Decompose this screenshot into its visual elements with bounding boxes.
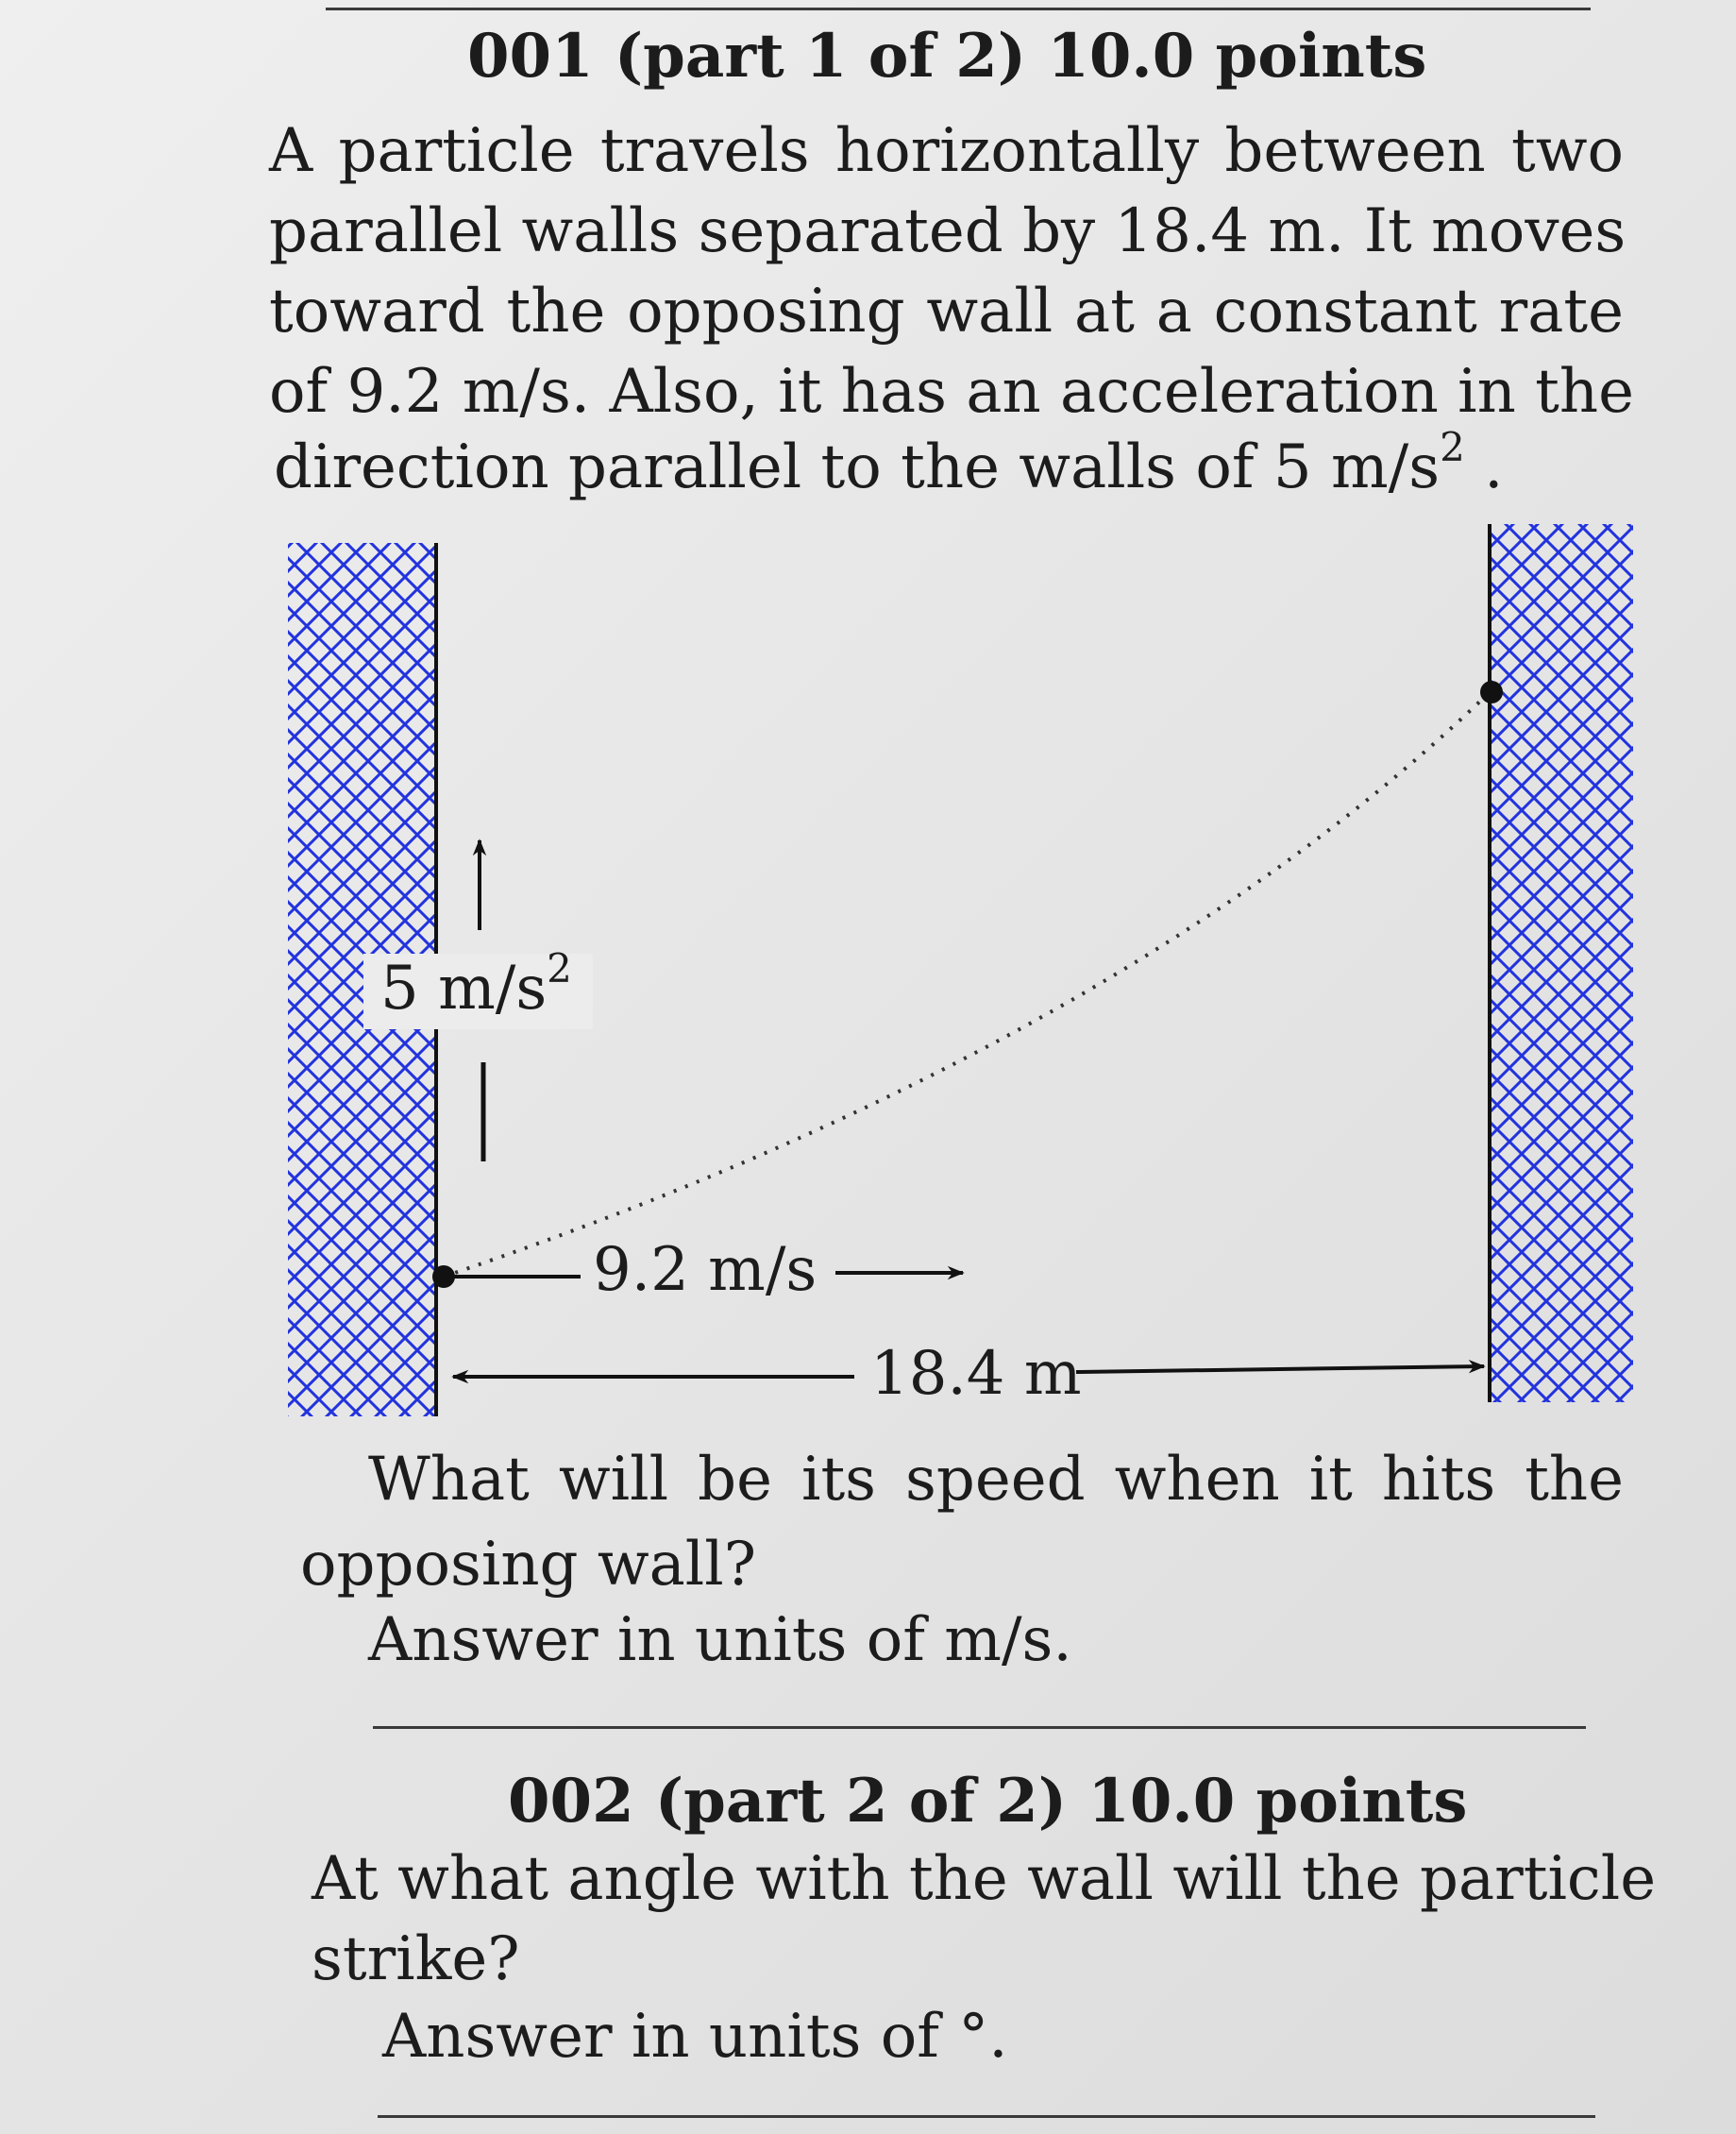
part2-question-line2: strike? — [312, 1924, 520, 1994]
part1-question-text: What will be its speed when it hits the — [368, 1445, 1624, 1515]
problem-last-end: . — [1464, 432, 1504, 502]
part1-question-line1 — [368, 1445, 1624, 1515]
part2-question-line1 — [312, 1844, 1657, 1914]
trajectory-path — [444, 692, 1490, 1277]
problem-line: parallel walls separated by 18.4 m. It moves — [269, 196, 1626, 266]
part2-question-text: At what angle with the wall will the particle — [312, 1844, 1657, 1914]
part2-answer-units: Answer in units of °. — [382, 2002, 1008, 2072]
particle-end — [1480, 681, 1503, 703]
distance-arrow-right — [1076, 1366, 1484, 1372]
problem-line: of 9.2 m/s. Also, it has an acceleration in the — [269, 357, 1634, 427]
distance-label: 18.4 m — [870, 1339, 1082, 1409]
middle-divider — [373, 1726, 1586, 1729]
acceleration-label — [363, 945, 593, 1029]
acceleration-label-exponent: 2 — [547, 945, 572, 991]
velocity-label: 9.2 m/s — [593, 1235, 817, 1305]
bottom-divider — [378, 2115, 1595, 2118]
part2-heading: 002 (part 2 of 2) 10.0 points — [508, 1766, 1468, 1837]
part1-answer-units: Answer in units of m/s. — [368, 1605, 1072, 1675]
part1-question-line2: opposing wall? — [300, 1530, 757, 1600]
part1-heading: 001 (part 1 of 2) 10.0 points — [467, 21, 1427, 92]
right-wall — [1490, 524, 1633, 1402]
acceleration-label-text: 5 m/s — [380, 954, 548, 1024]
problem-line: toward the opposing wall at a constant rate — [269, 277, 1624, 347]
problem-line: A particle travels horizontally between two — [269, 116, 1624, 186]
problem-exponent: 2 — [1440, 424, 1465, 470]
problem-last-text: direction parallel to the walls of 5 m/s — [274, 432, 1441, 502]
